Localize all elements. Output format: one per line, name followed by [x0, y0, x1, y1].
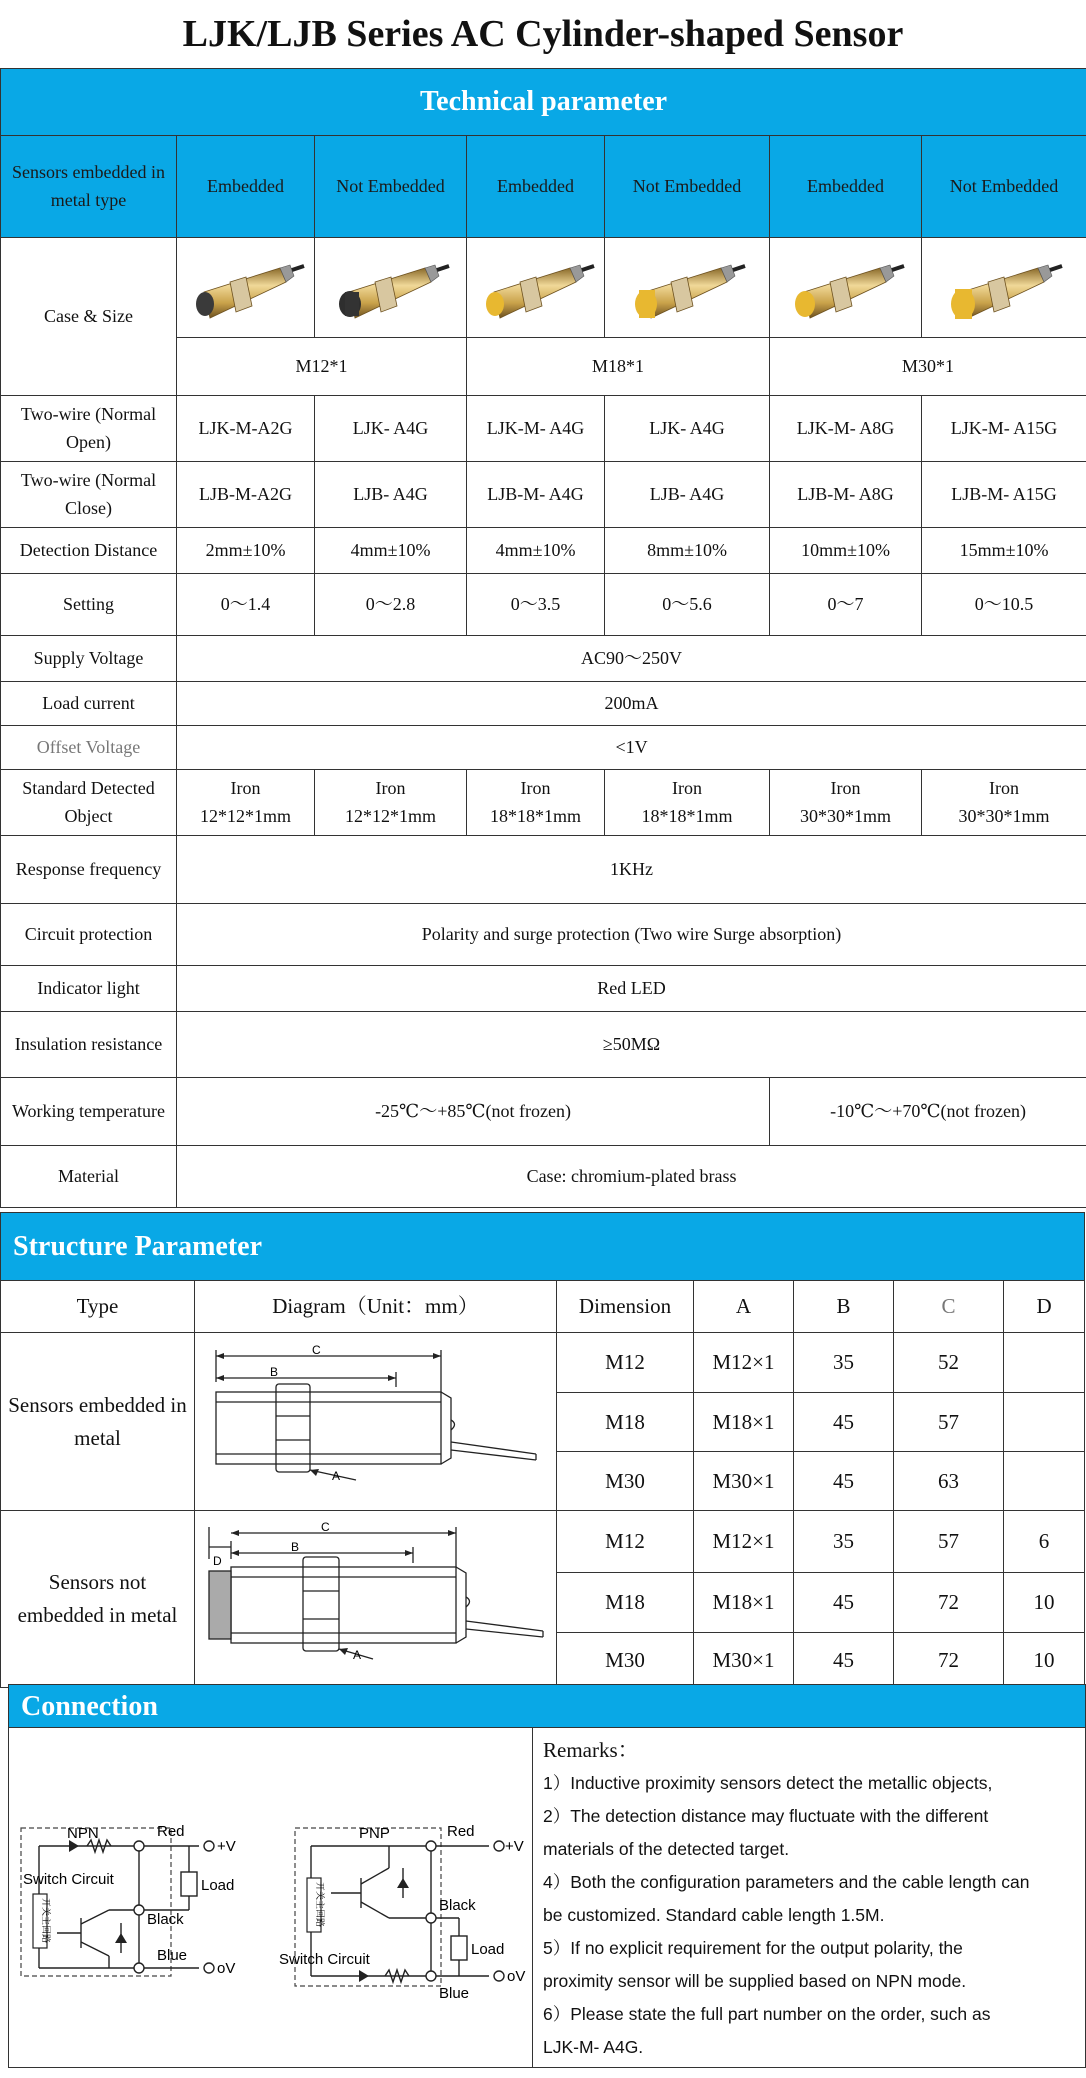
pnp-red: Red: [447, 1823, 475, 1840]
remarks-block: [533, 1728, 1085, 2067]
npn-red: Red: [157, 1823, 185, 1840]
type-cell: Not Embedded: [922, 136, 1086, 238]
dim-cell: M12: [557, 1333, 694, 1393]
wiring-schematics: [9, 1728, 533, 2067]
value-cell: 15mm±10%: [922, 528, 1086, 574]
dim-label-c: C: [311, 1342, 321, 1357]
c-cell: 57: [894, 1511, 1004, 1573]
connection-section: [8, 1684, 1086, 2068]
connection-header: Connection: [8, 1684, 1086, 1728]
dim-label-b: B: [290, 1540, 299, 1555]
a-cell: M18×1: [694, 1573, 794, 1633]
value-cell: [177, 770, 315, 836]
value-cell: LJK-M- A8G: [770, 396, 922, 462]
dim-label-b: B: [269, 1364, 278, 1379]
value-cell: 2mm±10%: [177, 528, 315, 574]
material-row: [1, 1146, 1086, 1208]
value-cell: LJK-M- A4G: [467, 396, 605, 462]
row-label: Load current: [1, 682, 177, 726]
value-cell: 0～2.8: [315, 574, 467, 636]
npn-load: Load: [201, 1877, 235, 1894]
table-row: [1, 1333, 1085, 1393]
column-header: Type: [1, 1281, 195, 1333]
std-object-row: [1, 770, 1086, 836]
value-cell: 0～5.6: [605, 574, 770, 636]
obj-material: Iron: [375, 777, 406, 798]
pnp-vplus: +V: [505, 1838, 524, 1855]
insulation-row: [1, 1012, 1086, 1078]
value-cell: Red LED: [177, 966, 1086, 1012]
c-cell: 57: [894, 1393, 1004, 1452]
pnp-switch: Switch Circuit: [279, 1951, 370, 1968]
row-label: Detection Distance: [1, 528, 177, 574]
indicator-row: [1, 966, 1086, 1012]
type-label: Sensors embedded in metal type: [1, 136, 177, 238]
obj-size: 12*12*1mm: [199, 805, 291, 826]
type-row: [1, 136, 1086, 238]
dim-label-a: A: [352, 1648, 361, 1663]
type-cell: Not Embedded: [605, 136, 770, 238]
structure-parameter-table: [0, 1212, 1085, 1688]
remark-line: proximity sensor will be supplied based on NPN mode.: [543, 1971, 967, 1991]
pnp-title: PNP: [359, 1825, 390, 1842]
value-cell: AC90～250V: [177, 636, 1086, 682]
wiring-diagram: [9, 1728, 533, 2068]
type-cell: Sensors not embedded in metal: [1, 1511, 195, 1688]
value-cell: 8mm±10%: [605, 528, 770, 574]
sensor-photo-not-embedded-m12: [315, 238, 467, 338]
column-header: A: [694, 1281, 794, 1333]
d-cell: [1004, 1393, 1085, 1452]
d-cell: 6: [1004, 1511, 1085, 1573]
b-cell: 45: [794, 1633, 894, 1688]
column-header: Dimension: [557, 1281, 694, 1333]
sensor-photo: [331, 248, 451, 328]
obj-size: 18*18*1mm: [489, 805, 581, 826]
type-cell: Embedded: [177, 136, 315, 238]
remark-line: 5）If no explicit requirement for the output polarity, the: [543, 1938, 963, 1958]
row-label: Supply Voltage: [1, 636, 177, 682]
d-cell: [1004, 1452, 1085, 1511]
row-label: Working temperature: [1, 1078, 177, 1146]
remark-line: 4）Both the configuration parameters and the cable length can: [543, 1872, 1030, 1892]
type-cell: Sensors embedded in metal: [1, 1333, 195, 1511]
dim-cell: M30: [557, 1452, 694, 1511]
two-wire-no-row: [1, 396, 1086, 462]
value-cell: [605, 770, 770, 836]
two-wire-nc-row: [1, 462, 1086, 528]
technical-header: Technical parameter: [1, 69, 1086, 136]
value-cell: 1KHz: [177, 836, 1086, 904]
dim-cell: M30: [557, 1633, 694, 1688]
npn-vplus: +V: [217, 1838, 236, 1855]
embedded-dimension-diagram: [206, 1342, 546, 1492]
remark-line: LJK-M- A4G.: [543, 2037, 644, 2057]
working-temp-row: [1, 1078, 1086, 1146]
row-label: Indicator light: [1, 966, 177, 1012]
technical-parameter-table: [0, 68, 1086, 1208]
c-cell: 52: [894, 1333, 1004, 1393]
value-cell: LJB- A4G: [605, 462, 770, 528]
value-cell: 0～7: [770, 574, 922, 636]
sensor-photo-not-embedded-m30: [922, 238, 1086, 338]
type-cell: Embedded: [467, 136, 605, 238]
sensor-photo-embedded-m12: [177, 238, 315, 338]
value-cell: 200mA: [177, 682, 1086, 726]
row-label: Response frequency: [1, 836, 177, 904]
value-cell: 4mm±10%: [315, 528, 467, 574]
remark-line: 2）The detection distance may fluctuate with the different: [543, 1806, 989, 1826]
case-label: Case & Size: [1, 238, 177, 396]
not-embedded-dimension-diagram: [201, 1519, 551, 1669]
d-cell: 10: [1004, 1633, 1085, 1688]
value-cell: Case: chromium-plated brass: [177, 1146, 1086, 1208]
obj-size: 18*18*1mm: [641, 805, 733, 826]
row-label: Setting: [1, 574, 177, 636]
row-label: Offset Voltage: [1, 726, 177, 770]
a-cell: M12×1: [694, 1511, 794, 1573]
obj-material: Iron: [520, 777, 551, 798]
a-cell: M30×1: [694, 1452, 794, 1511]
sensor-photo-not-embedded-m18: [605, 238, 770, 338]
sensor-photo: [186, 248, 306, 328]
sensor-photo-embedded-m18: [467, 238, 605, 338]
supply-row: [1, 636, 1086, 682]
value-cell: -10℃～+70℃(not frozen): [770, 1078, 1086, 1146]
b-cell: 35: [794, 1333, 894, 1393]
type-cell: Embedded: [770, 136, 922, 238]
column-header: C: [894, 1281, 1004, 1333]
value-cell: LJB-M- A4G: [467, 462, 605, 528]
row-label: Circuit protection: [1, 904, 177, 966]
dim-label-d: D: [212, 1554, 222, 1569]
value-cell: LJK- A4G: [315, 396, 467, 462]
npn-vertical-label: 开关主回路: [41, 1898, 51, 1944]
pnp-blue: Blue: [439, 1985, 470, 2002]
value-cell: <1V: [177, 726, 1086, 770]
diagram-not-embedded-cell: [195, 1511, 557, 1688]
sensor-photo: [476, 248, 596, 328]
remark-line: 1）Inductive proximity sensors detect the metallic objects,: [543, 1773, 993, 1793]
pnp-vertical-label: 开关主回路: [315, 1882, 325, 1928]
dim-cell: M18: [557, 1573, 694, 1633]
b-cell: 45: [794, 1393, 894, 1452]
sensor-photo: [627, 248, 747, 328]
dim-label-c: C: [320, 1520, 330, 1535]
circuit-row: [1, 904, 1086, 966]
value-cell: 10mm±10%: [770, 528, 922, 574]
value-cell: 0～10.5: [922, 574, 1086, 636]
column-header: B: [794, 1281, 894, 1333]
pnp-circuit: [279, 1823, 525, 2002]
pnp-ov: oV: [507, 1968, 526, 1985]
offset-row: [1, 726, 1086, 770]
remark-line: materials of the detected target.: [543, 1839, 790, 1859]
value-cell: 0～3.5: [467, 574, 605, 636]
pnp-load: Load: [471, 1941, 505, 1958]
d-cell: 10: [1004, 1573, 1085, 1633]
row-label: Material: [1, 1146, 177, 1208]
npn-circuit: [21, 1823, 236, 1977]
row-label: Two-wire (Normal Close): [1, 462, 177, 528]
dim-label-a: A: [331, 1468, 340, 1483]
remark-line: 6）Please state the full part number on the order, such as: [543, 2004, 991, 2024]
structure-header: Structure Parameter: [1, 1213, 1085, 1281]
pnp-black: Black: [439, 1897, 476, 1914]
value-cell: [315, 770, 467, 836]
npn-switch: Switch Circuit: [23, 1871, 114, 1888]
sensor-photo: [944, 248, 1064, 328]
a-cell: M12×1: [694, 1333, 794, 1393]
case-image-row: [1, 238, 1086, 338]
value-cell: [467, 770, 605, 836]
b-cell: 35: [794, 1511, 894, 1573]
value-cell: LJB-M- A8G: [770, 462, 922, 528]
c-cell: 72: [894, 1633, 1004, 1688]
c-cell: 72: [894, 1573, 1004, 1633]
table-row: [1, 1511, 1085, 1573]
row-label: Insulation resistance: [1, 1012, 177, 1078]
value-cell: LJK-M-A2G: [177, 396, 315, 462]
value-cell: LJB- A4G: [315, 462, 467, 528]
row-label: Standard Detected Object: [1, 770, 177, 836]
obj-size: 12*12*1mm: [344, 805, 436, 826]
value-cell: LJB-M-A2G: [177, 462, 315, 528]
row-label: Two-wire (Normal Open): [1, 396, 177, 462]
sensor-photo-embedded-m30: [770, 238, 922, 338]
sensor-photo: [786, 248, 906, 328]
response-row: [1, 836, 1086, 904]
obj-material: Iron: [830, 777, 861, 798]
size-cell: M18*1: [467, 338, 770, 396]
a-cell: M18×1: [694, 1393, 794, 1452]
obj-material: Iron: [989, 777, 1020, 798]
setting-row: [1, 574, 1086, 636]
b-cell: 45: [794, 1573, 894, 1633]
detection-row: [1, 528, 1086, 574]
value-cell: 4mm±10%: [467, 528, 605, 574]
npn-title: NPN: [67, 1825, 99, 1842]
value-cell: [922, 770, 1086, 836]
size-cell: M12*1: [177, 338, 467, 396]
d-cell: [1004, 1333, 1085, 1393]
value-cell: LJK-M- A15G: [922, 396, 1086, 462]
c-cell: 63: [894, 1452, 1004, 1511]
type-cell: Not Embedded: [315, 136, 467, 238]
value-cell: 0～1.4: [177, 574, 315, 636]
obj-size: 30*30*1mm: [958, 805, 1050, 826]
value-cell: ≥50MΩ: [177, 1012, 1086, 1078]
obj-size: 30*30*1mm: [799, 805, 891, 826]
npn-blue: Blue: [157, 1947, 188, 1964]
npn-ov: oV: [217, 1960, 236, 1977]
dim-cell: M12: [557, 1511, 694, 1573]
column-header: D: [1004, 1281, 1085, 1333]
value-cell: -25℃～+85℃(not frozen): [177, 1078, 770, 1146]
value-cell: LJK- A4G: [605, 396, 770, 462]
remark-line: be customized. Standard cable length 1.5M.: [543, 1905, 885, 1925]
npn-black: Black: [147, 1911, 184, 1928]
dim-cell: M18: [557, 1393, 694, 1452]
value-cell: Polarity and surge protection (Two wire Surge absorption): [177, 904, 1086, 966]
diagram-embedded-cell: [195, 1333, 557, 1511]
value-cell: [770, 770, 922, 836]
load-row: [1, 682, 1086, 726]
page-title: LJK/LJB Series AC Cylinder-shaped Sensor: [182, 13, 904, 55]
remarks-title: Remarks：: [543, 1738, 639, 1762]
column-header: Diagram（Unit：mm）: [195, 1281, 557, 1333]
obj-material: Iron: [672, 777, 702, 798]
structure-column-header-row: [1, 1281, 1085, 1333]
a-cell: M30×1: [694, 1633, 794, 1688]
obj-material: Iron: [230, 777, 261, 798]
b-cell: 45: [794, 1452, 894, 1511]
value-cell: LJB-M- A15G: [922, 462, 1086, 528]
size-cell: M30*1: [770, 338, 1086, 396]
